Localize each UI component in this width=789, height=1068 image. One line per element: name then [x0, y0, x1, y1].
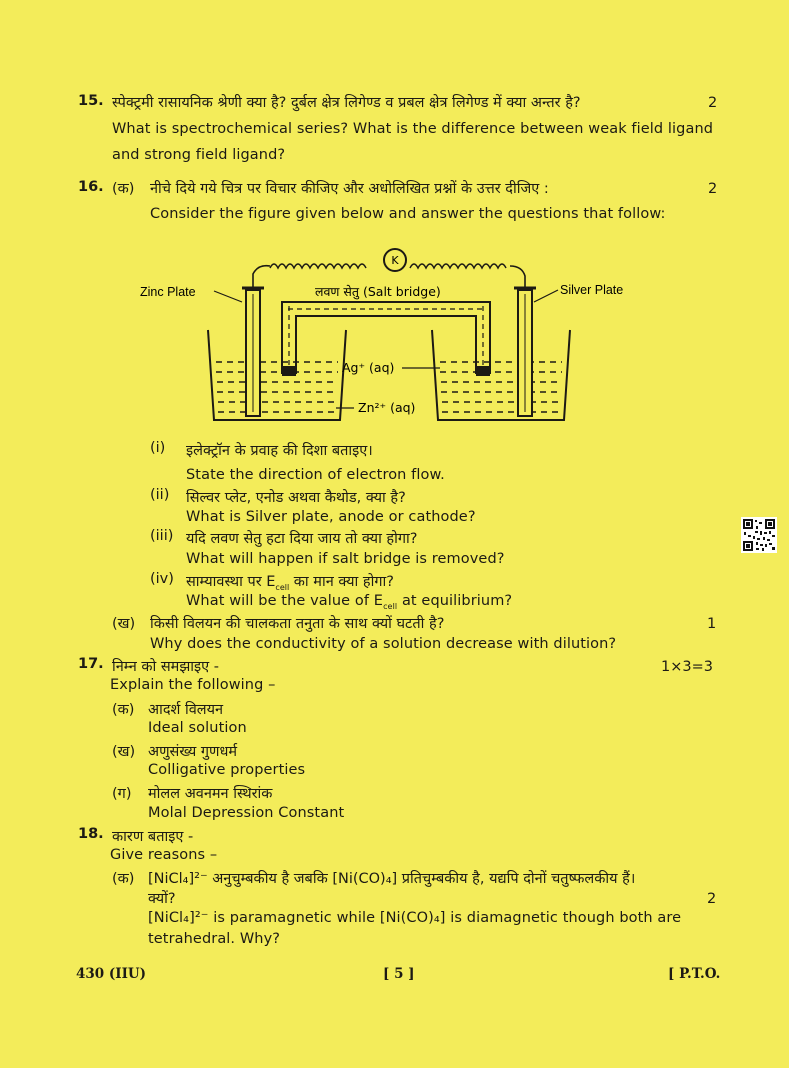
qr-code — [741, 517, 777, 553]
zinc-plate-label: Zinc Plate — [140, 285, 196, 299]
left-beaker — [208, 330, 346, 420]
q17-hindi: निम्न को समझाइए - — [112, 659, 220, 675]
q18-part-label: (क) — [112, 871, 135, 887]
paper-code: 430 (IIU) — [76, 966, 147, 982]
q16-sub-ii-english: What is Silver plate, anode or cathode? — [186, 509, 476, 525]
q16-marks: 2 — [708, 181, 718, 197]
q16-sub-iii-label: (iii) — [150, 528, 174, 544]
salt-bridge-label: लवण सेतु (Salt bridge) — [315, 284, 441, 299]
q17-item-c-label: (ग) — [112, 786, 132, 802]
q15-marks: 2 — [708, 95, 718, 111]
q16-part-label: (क) — [112, 181, 135, 197]
silver-plate-label: Silver Plate — [560, 283, 624, 297]
ag-ion-label: Ag⁺ (aq) — [342, 360, 395, 375]
q17-item-b-label: (ख) — [112, 744, 136, 760]
q16-sub-iv-english: What will be the value of $E_{cell}$ at equilibrium? — [186, 593, 513, 611]
q18-english-line2: tetrahedral. Why? — [148, 931, 281, 947]
q17-item-a-hindi: आदर्श विलयन — [148, 702, 224, 718]
pto-label: [ P.T.O. — [668, 966, 721, 982]
q18-english: Give reasons – — [110, 847, 218, 863]
q17-english: Explain the following – — [110, 677, 276, 693]
q17-marks: 1×3=3 — [661, 659, 713, 675]
q17-item-c-english: Molal Depression Constant — [148, 805, 345, 821]
wire-coil-left — [270, 264, 366, 268]
q17-item-a-english: Ideal solution — [148, 720, 247, 736]
q17-item-a-label: (क) — [112, 702, 135, 718]
q15-english-line1: What is spectrochemical series? What is the difference between weak field ligand — [112, 121, 714, 137]
q16-sub-iv-hindi: साम्यावस्था पर $E_{cell}$ का मान क्या होगा? — [186, 574, 394, 592]
q18-number: 18. — [78, 826, 104, 842]
q16-sub-ii-hindi: सिल्वर प्लेट, एनोड अथवा कैथोड, क्या है? — [186, 490, 406, 506]
q16-sub-ii-label: (ii) — [150, 487, 170, 503]
meter-symbol: K — [391, 254, 399, 267]
q16-sub-i-hindi: इलेक्ट्रॉन के प्रवाह की दिशा बताइए। — [186, 443, 373, 459]
q15-number: 15. — [78, 93, 104, 109]
q17-item-b-english: Colligative properties — [148, 762, 306, 778]
galvanic-cell-figure — [140, 244, 660, 424]
q18-hindi-line2: क्यों? — [148, 891, 176, 907]
q16-hindi: नीचे दिये गये चित्र पर विचार कीजिए और अधोलिखित प्रश्नों के उत्तर दीजिए : — [150, 181, 549, 197]
q16-part-b-english: Why does the conductivity of a solution decrease with dilution? — [150, 636, 617, 652]
q16-part-b-marks: 1 — [707, 616, 717, 632]
q18-english-line1: [NiCl₄]²⁻ is paramagnetic while [Ni(CO)₄] is diamagnetic though both are — [148, 910, 682, 926]
q16-sub-i-english: State the direction of electron flow. — [186, 467, 445, 483]
q16-sub-iii-english: What will happen if salt bridge is removed? — [186, 551, 505, 567]
q18-hindi-line1: [NiCl₄]²⁻ अनुचुम्बकीय है जबकि [Ni(CO)₄] प्रतिचुम्बकीय है, यद्यपि दोनों चतुष्फलकीय हैं। — [148, 871, 636, 887]
zn-ion-label: Zn²⁺ (aq) — [358, 400, 416, 415]
q15-english-line2: and strong field ligand? — [112, 147, 286, 163]
q16-part-b-label: (ख) — [112, 616, 136, 632]
right-solution — [440, 362, 562, 412]
q17-item-c-hindi: मोलल अवनमन स्थिरांक — [148, 786, 273, 802]
q16-english: Consider the figure given below and answer the questions that follow: — [150, 206, 666, 222]
q18-marks: 2 — [707, 891, 717, 907]
q16-number: 16. — [78, 179, 104, 195]
wire-coil-right — [410, 264, 506, 268]
q17-number: 17. — [78, 656, 104, 672]
q16-sub-iii-hindi: यदि लवण सेतु हटा दिया जाय तो क्या होगा? — [186, 531, 418, 547]
right-beaker — [432, 330, 570, 420]
q16-sub-i-label: (i) — [150, 440, 166, 456]
page-number: [ 5 ] — [383, 966, 415, 982]
q15-hindi: स्पेक्ट्रमी रासायनिक श्रेणी क्या है? दुर्बल क्षेत्र लिगेण्ड व प्रबल क्षेत्र लिगेण्ड में क्या अन्तर है? — [112, 95, 581, 111]
q18-hindi: कारण बताइए - — [112, 829, 194, 845]
q16-part-b-hindi: किसी विलयन की चालकता तनुता के साथ क्यों घटती है? — [150, 616, 445, 632]
q17-item-b-hindi: अणुसंख्य गुणधर्म — [148, 744, 238, 760]
q16-sub-iv-label: (iv) — [150, 571, 174, 587]
left-solution — [216, 362, 338, 412]
